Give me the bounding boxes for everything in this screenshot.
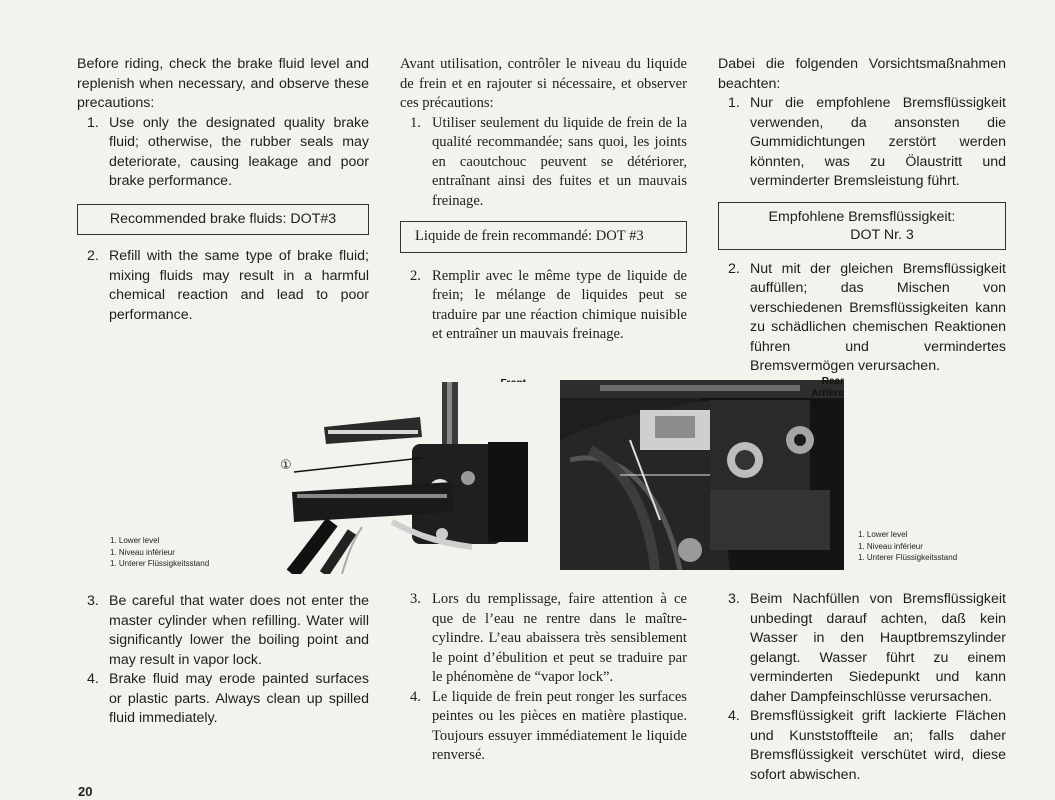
- german-item-1: [718, 94, 1006, 192]
- german-list-mid: [718, 260, 1006, 377]
- english-item-1: [77, 114, 369, 192]
- german-intro: Dabei die folgenden Vorsichtsmaßnahmen beachten:: [718, 56, 1006, 92]
- french-item-3: [400, 590, 687, 688]
- rear-caption-en: 1. Lower level: [858, 530, 908, 539]
- english-column-bottom: [77, 592, 369, 729]
- item-text: Be careful that water does not enter the master cylinder when refilling. Water will significantly lower the boiling point and may result in vapor lock.: [109, 593, 369, 668]
- english-recommended-box: [77, 204, 369, 236]
- german-recommended-box: [718, 202, 1006, 250]
- english-box-text: Recommended brake fluids: DOT#3: [109, 210, 337, 227]
- item-text: Nur die empfohlene Bremsflüssigkeit verwenden, da ansonsten die Gummidichtungen zerstört werden könnten, was zu Ölaustritt und verminderter Bremsleistung führt.: [750, 95, 1006, 189]
- german-item-3: [718, 590, 1006, 707]
- item-number: 3.: [728, 591, 740, 607]
- item-number: 4.: [87, 671, 99, 687]
- front-caption: [110, 535, 280, 570]
- english-list-mid: [77, 247, 369, 325]
- german-list-top: [718, 94, 1006, 192]
- english-list-top: [77, 114, 369, 192]
- item-number: 3.: [410, 591, 421, 607]
- item-number: 2.: [728, 260, 740, 277]
- item-number: 2.: [87, 248, 99, 264]
- german-item-4: [718, 707, 1006, 785]
- front-caption-fr: 1. Niveau inférieur: [110, 547, 175, 557]
- rear-label-en: Rear: [821, 376, 844, 387]
- english-intro: Before riding, check the brake fluid level and replenish when necessary, and observe these precautions:: [77, 56, 369, 111]
- front-master-cylinder-photo: [272, 382, 528, 574]
- german-box-line-2: DOT Nr. 3: [850, 226, 914, 243]
- german-list-bottom: [718, 590, 1006, 785]
- french-box-text: Liquide de frein recommandé: DOT #3: [415, 228, 644, 244]
- rear-caption-fr: 1. Niveau inférieur: [858, 541, 923, 551]
- item-number: 3.: [87, 593, 99, 609]
- item-text: Use only the designated quality brake fluid; otherwise, the rubber seals may deteriorate, causing leakage and poor brake performance.: [109, 114, 369, 189]
- german-item-2: [718, 260, 1006, 377]
- french-intro: Avant utilisation, contrôler le niveau du liquide de frein et en rajouter si nécessaire, et observer ces précautions:: [400, 56, 687, 111]
- french-item-2: [400, 267, 687, 345]
- item-text: Bremsflüssigkeit grift lackierte Flächen und Kunststoffteile an; falls daher Bremsflüssigkeit verschütet wird, diese sofort abwischen.: [750, 708, 1006, 783]
- german-column-top: [718, 55, 1006, 377]
- item-text: Brake fluid may erode painted surfaces or plastic parts. Always clean up spilled fluid immediately.: [109, 671, 369, 726]
- english-column-top: [77, 55, 369, 325]
- french-column-bottom: [400, 590, 687, 766]
- french-list-mid: [400, 267, 687, 345]
- french-list-bottom: [400, 590, 687, 766]
- item-number: 4.: [410, 688, 421, 705]
- item-number: 1.: [87, 114, 99, 131]
- item-text: Utiliser seulement du liquide de frein de la qualité recommandée; sans quoi, les joints en caoutchouc peuvent se détériorer, entraînant ainsi des fuites et un mauvais freinage.: [432, 114, 687, 209]
- item-text: Lors du remplissage, faire attention à ce que de l’eau ne rentre dans le maître-cylindre. L’eau abaissera très sensiblement le point d’ébulition et peut se traduire par le phénomène de “vapor lock”.: [432, 591, 687, 685]
- english-item-2: [77, 247, 369, 325]
- english-list-bottom: [77, 592, 369, 729]
- rear-label-de: Hinten: [812, 400, 844, 411]
- item-text: Le liquide de frein peut ronger les surfaces peintes ou les pièces en matière plastique. Toujours essuyer immédiatement le liquide renversé.: [432, 688, 687, 763]
- german-column-bottom: [718, 590, 1006, 785]
- item-number: 4.: [728, 708, 740, 724]
- english-item-3: [77, 592, 369, 670]
- item-number: 2.: [410, 267, 421, 284]
- item-text: Refill with the same type of brake fluid; mixing fluids may result in a harmful chemical reaction and lead to poor performance.: [109, 248, 369, 323]
- german-box-line-1: Empfohlene Bremsflüssigkeit:: [768, 208, 956, 225]
- page-number: 20: [78, 784, 93, 799]
- front-brake-illustration: [272, 382, 528, 574]
- rear-caption-de: 1. Unterer Flüssigkeitsstand: [858, 553, 958, 562]
- item-number: 1.: [410, 114, 421, 131]
- rear-label-fr: Arrière: [811, 388, 844, 399]
- front-caption-de: 1. Unterer Flüssigkeitsstand: [110, 559, 210, 568]
- item-text: Nut mit der gleichen Bremsflüssigkeit auffüllen; das Mischen von verschiedenen Bremsflüssigkeiten kann zu schädlichen chemischen Reaktionen führen und vermindertes Bremsvermögen verursachen.: [750, 260, 1006, 374]
- item-text: Beim Nachfüllen von Bremsflüssigkeit unbedingt darauf achten, daß kein Wasser in den Hauptbremszylinder gelangt. Wasser führt zu einem verminderten Siedepunkt und kann daher Dampfeinschlüsse verursachen.: [750, 591, 1006, 705]
- item-text: Remplir avec le même type de liquide de frein; le mélange de liquides peut se traduire par une réaction chimique nuisible et entraîner un mauvais freinage.: [432, 267, 687, 342]
- item-number: 1.: [728, 95, 740, 111]
- english-item-4: [77, 670, 369, 729]
- french-item-4: [400, 688, 687, 766]
- rear-caption: [858, 529, 1028, 564]
- french-item-1: [400, 114, 687, 212]
- french-recommended-box: [400, 221, 687, 253]
- front-caption-en: 1. Lower level: [110, 536, 160, 545]
- front-callout-marker: ①: [280, 458, 292, 473]
- french-list-top: [400, 114, 687, 212]
- rear-label: [770, 376, 844, 412]
- french-column-top: [400, 55, 687, 345]
